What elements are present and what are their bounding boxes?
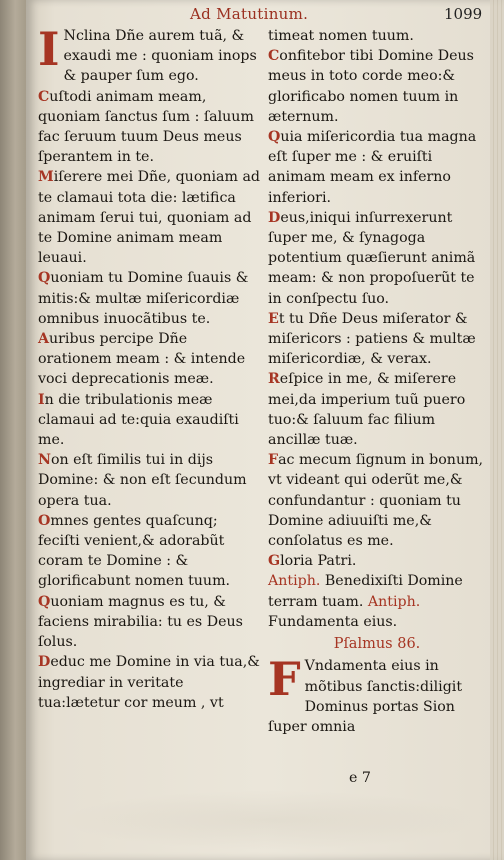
verse-initial: F: [268, 452, 279, 469]
verse-initial: C: [38, 88, 50, 105]
verse-initial: C: [268, 48, 280, 65]
verse-initial: I: [38, 391, 45, 408]
verse-initial: Q: [38, 270, 51, 287]
verse-initial: E: [268, 310, 279, 327]
antiphon-text: Fundamenta eius.: [268, 613, 398, 630]
verse: [38, 592, 262, 653]
verse: [38, 652, 262, 713]
verse-initial: A: [38, 331, 50, 348]
verse: [38, 450, 262, 511]
verse-text: Vndamenta eius in mõtibus ſanctis:diligit Dominus portas Sion ſuper omnia: [268, 658, 463, 735]
verse-initial: R: [268, 371, 280, 388]
antiphon: [268, 571, 486, 632]
verse-text: mnes gentes quaſcunq; feciſti venient,& adorabũt coram te Domine : & glorificabunt nomen tuum.: [38, 512, 231, 590]
verse-text: loria Patri.: [280, 553, 357, 570]
antiphon-label: Antiph.: [367, 593, 421, 610]
verse: [268, 127, 486, 208]
verse: [38, 87, 262, 168]
verse-text: uia miſericordia tua magna eſt ſuper me : & eruiſti animam meam ex inferno inferiori.: [268, 129, 477, 206]
page-edge: [490, 0, 504, 860]
verse-initial: Q: [38, 593, 51, 610]
psalm-title: Pſalmus 86.: [333, 636, 421, 653]
verse-text: n die tribulationis meæ clamaui ad te:quia exaudiſti me.: [38, 391, 239, 449]
verse: [38, 329, 262, 390]
drop-cap: F: [268, 652, 301, 707]
psalm-verse: [268, 652, 486, 737]
verse: [38, 268, 262, 329]
verse-text: educ me Domine in via tua,& ingrediar in veritate tua:lætetur cor meum , vt: [38, 654, 260, 711]
verse-text: uſtodi animam meam, quoniam ſanctus ſum : ſaluum fac ſeruum tuum Deus meus ſperantem in te.: [38, 88, 254, 166]
page-footer: [0, 770, 504, 790]
verse-text: on eſt ſimilis tui in dijs Domine: & non eſt ſecundum opera tua.: [38, 452, 247, 509]
verse-text: iſerere mei Dñe, quoniam ad te clamaui tota die: lætifica animam ſerui tui, quoniam ad te Domine animam meam leuaui.: [38, 169, 260, 267]
book-gutter: [0, 0, 28, 860]
verse-text: onfitebor tibi Domine Deus meus in toto corde meo:& glorificabo nomen tuum in æternum.: [268, 48, 474, 125]
verse-text: eus,iniqui inſurrexerunt ſuper me, & ſynagoga potentium quæſierunt animã meam: & non propoſuerũt te in conſpectu ſuo.: [268, 209, 476, 307]
verse-text: uoniam magnus es tu, & faciens mirabilia: tu es Deus ſolus.: [38, 593, 243, 651]
verse: [38, 511, 262, 592]
verse: [268, 369, 486, 450]
verse-initial: Q: [268, 129, 281, 146]
verse: [268, 46, 486, 127]
antiphon-label: Antiph.: [268, 573, 321, 590]
verse: [268, 208, 486, 309]
antiphon-text: Benedixiſti Domine terram tuam.: [268, 573, 463, 610]
verse-initial: M: [38, 169, 54, 186]
drop-cap: I: [38, 22, 60, 76]
verse-text: uribus percipe Dñe orationem meam : & intende voci deprecationis meæ.: [38, 331, 246, 388]
verse-initial: D: [38, 654, 51, 671]
right-column: [268, 26, 486, 737]
signature-mark: e 7: [349, 770, 371, 786]
verse: [268, 450, 486, 551]
show-through: [60, 790, 480, 850]
verse: [38, 167, 262, 268]
verse: [38, 390, 262, 451]
verse: [38, 22, 262, 87]
verse-text: Nclina Dñe aurem tuã, & exaudi me : quoniam inops & pauper ſum ego.: [63, 28, 257, 85]
verse-text: t tu Dñe Deus miſerator & miſericors : patiens & multæ miſericordiæ, & verax.: [268, 310, 476, 368]
page-number: 1099: [444, 5, 483, 23]
verse-continuation: timeat nomen tuum.: [268, 28, 414, 44]
left-column: [38, 22, 262, 713]
verse-text: eſpice in me, & miſerere mei,da imperium tuũ puero tuo:& ſaluum fac filium ancillæ tuæ.: [268, 371, 466, 449]
verse: [268, 309, 486, 370]
verse-initial: D: [268, 209, 281, 226]
verse-text: uoniam tu Domine ſuauis & mitis:& multæ miſericordiæ omnibus inuocãtibus te.: [38, 270, 249, 327]
verse-initial: N: [38, 452, 51, 469]
verse: [268, 551, 486, 571]
verse-initial: G: [268, 553, 281, 570]
page-header: [0, 4, 504, 26]
verse-text: ac mecum ſignum in bonum, vt videant qui oderũt me,& confundantur : quoniam tu Domine adiuuiſti me,& conſolatus es me.: [268, 452, 484, 550]
verse-initial: O: [38, 512, 51, 529]
running-head: Ad Matutinum.: [190, 5, 309, 23]
